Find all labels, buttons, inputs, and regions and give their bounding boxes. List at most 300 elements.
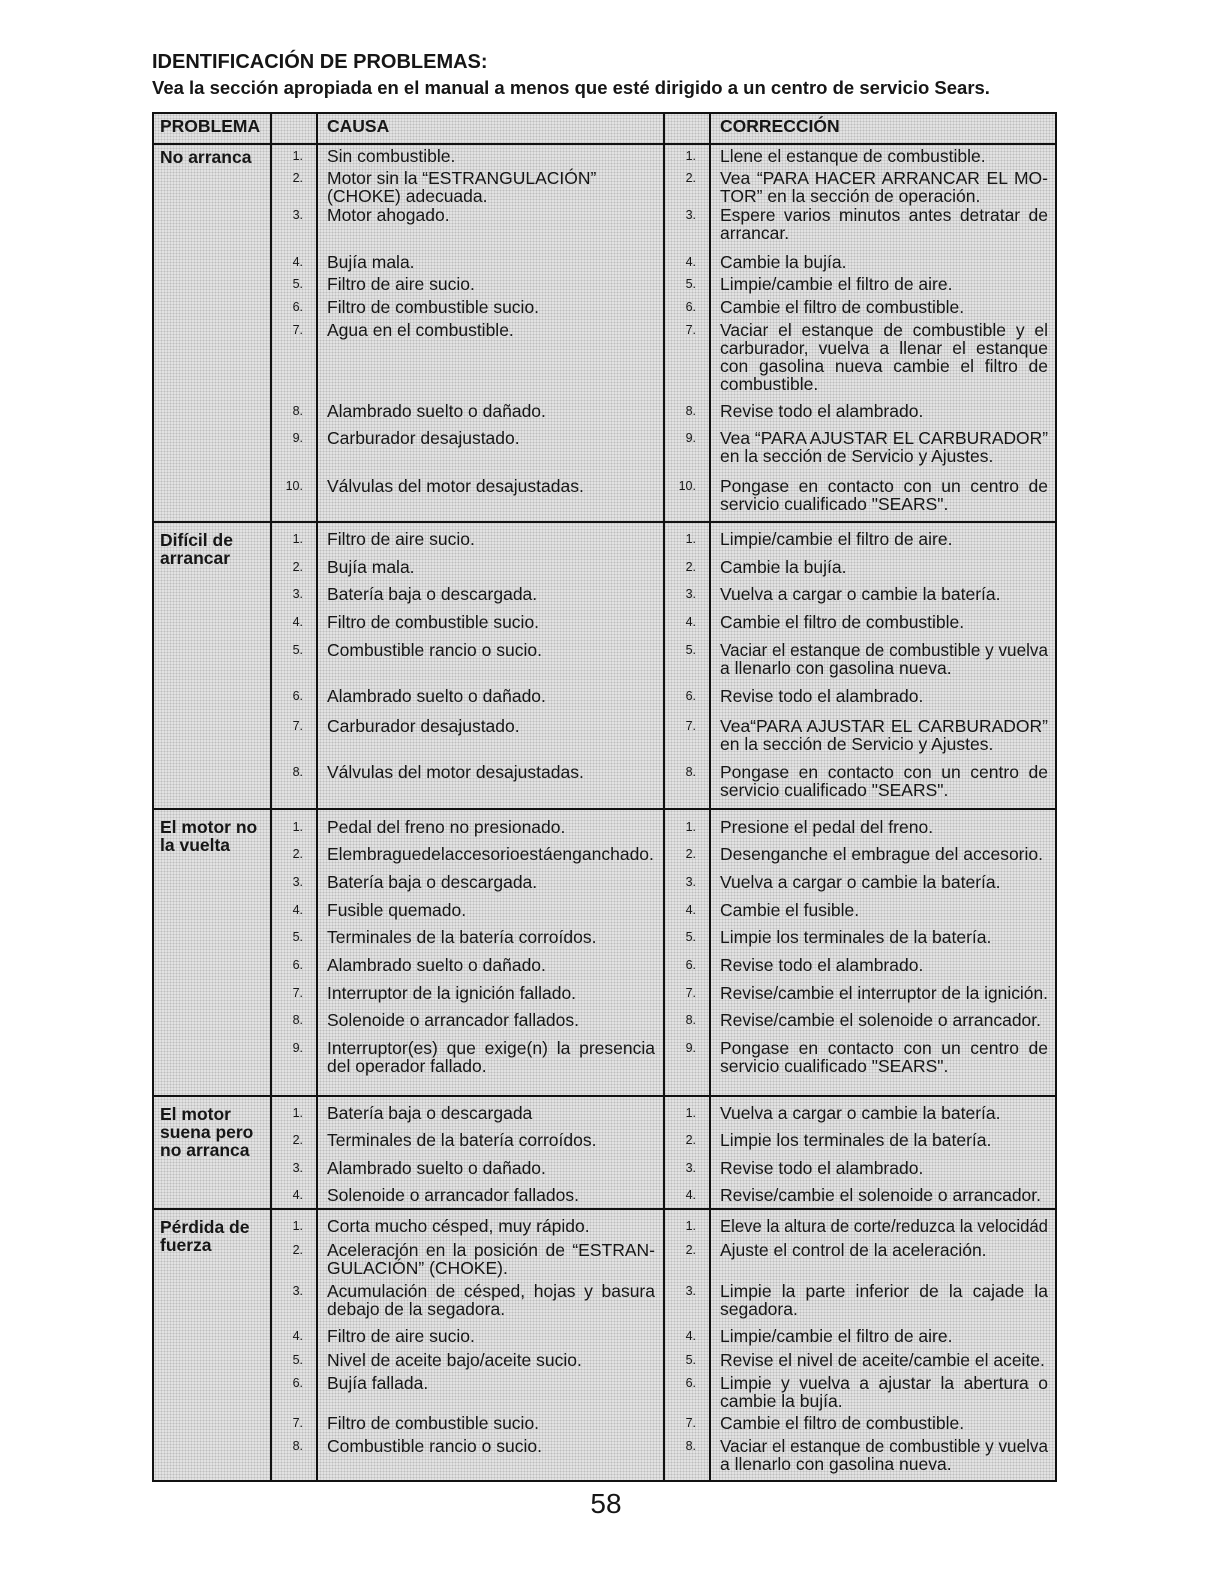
cause-line — [327, 1351, 655, 1369]
cause-line — [327, 206, 655, 224]
item-number: 2. — [292, 847, 303, 861]
item-number: 8. — [292, 765, 303, 779]
cause-text — [327, 321, 655, 339]
correction-line-text: Llene el estanque de combustible. — [720, 146, 986, 166]
correction-text — [720, 1414, 1048, 1432]
correction-line — [720, 1392, 1048, 1410]
cause-line — [327, 1414, 655, 1432]
correction-line — [720, 375, 1048, 393]
item-number: 2. — [292, 171, 303, 185]
item-number: 6. — [292, 300, 303, 314]
cause-line-text: Alambrado suelto o dañado. — [327, 955, 546, 975]
correction-line — [720, 1327, 1048, 1345]
item-number: 8. — [685, 765, 696, 779]
correction-line — [720, 1414, 1048, 1432]
correction-line-text: Limpie los terminales de la batería. — [720, 1130, 992, 1150]
correction-line — [720, 1011, 1048, 1029]
item-number: 2. — [292, 1243, 303, 1257]
cause-line — [327, 641, 655, 659]
cause-line — [327, 1159, 655, 1177]
item-number: 2. — [292, 560, 303, 574]
cause-line-text: Válvulas del motor desajustadas. — [327, 762, 584, 782]
correction-line-text: Cambie el filtro de combustible. — [720, 612, 965, 632]
correction-line-text: en la sección de Servicio y Ajustes. — [720, 734, 994, 754]
cause-text — [327, 402, 655, 420]
cause-line-text: Motor sin la “ESTRANGULACIÓN” — [327, 168, 597, 188]
correction-text — [720, 275, 1048, 293]
item-number: 6. — [685, 689, 696, 703]
cause-line-text: Fusible quemado. — [327, 900, 467, 920]
cause-line-text: Solenoide o arrancador fallados. — [327, 1185, 579, 1205]
cause-line-text: Combustible rancio o sucio. — [327, 1436, 542, 1456]
cause-line — [327, 477, 655, 495]
cause-text — [327, 477, 655, 495]
correction-line-text: Revise/cambie el interruptor de la ignición. — [720, 983, 1049, 1003]
item-number: 8. — [685, 1439, 696, 1453]
cause-text — [327, 1104, 655, 1122]
cause-text — [327, 613, 655, 631]
cause-line — [327, 530, 655, 548]
correction-line — [720, 1057, 1048, 1075]
correction-line-text: Limpie/cambie el filtro de aire. — [720, 1326, 953, 1346]
cause-line-text: Motor ahogado. — [327, 205, 450, 225]
cause-line-text: Batería baja o descargada. — [327, 584, 538, 604]
cause-line — [327, 818, 655, 836]
item-number: 3. — [292, 875, 303, 889]
correction-text — [720, 901, 1048, 919]
cause-line — [327, 1437, 655, 1455]
item-number: 4. — [292, 903, 303, 917]
correction-line-text: Cambie el fusible. — [720, 900, 860, 920]
cause-line-text: Corta mucho césped, muy rápido. — [327, 1216, 590, 1236]
cause-line-text: Batería baja o descargada. — [327, 872, 538, 892]
cause-line — [327, 1327, 655, 1345]
correction-text — [720, 1011, 1048, 1029]
item-number: 5. — [685, 1353, 696, 1367]
correction-text — [720, 530, 1048, 548]
item-number: 10. — [285, 479, 303, 493]
correction-line — [720, 1241, 1048, 1259]
cause-text — [327, 1437, 655, 1455]
item-number: 4. — [685, 903, 696, 917]
cause-text — [327, 1131, 655, 1149]
column-header-problem: PROBLEMA — [160, 116, 261, 136]
item-number: 6. — [292, 1376, 303, 1390]
correction-line-text: Limpie y vuelva a ajustar la abertura o — [720, 1373, 1048, 1393]
item-number: 9. — [685, 431, 696, 445]
cause-text — [327, 901, 655, 919]
correction-line — [720, 717, 1048, 735]
correction-line-text: segadora. — [720, 1299, 798, 1319]
cause-line-text: Terminales de la batería corroídos. — [327, 1130, 597, 1150]
correction-line-text: Vaciar el estanque de combustible y vuelva — [720, 640, 1048, 660]
cause-text — [327, 530, 655, 548]
correction-text — [720, 253, 1048, 271]
correction-line — [720, 1131, 1048, 1149]
correction-line — [720, 1437, 1048, 1455]
correction-text — [720, 321, 1048, 393]
correction-text — [720, 641, 1048, 677]
correction-line-text: Pongase en contacto con un centro de — [720, 1038, 1048, 1058]
cause-line-text: Aceleracjón en la posición de “ESTRAN- — [327, 1240, 655, 1260]
item-number: 10. — [678, 479, 696, 493]
cause-text — [327, 253, 655, 271]
correction-line-text: Cambie el filtro de combustible. — [720, 1413, 965, 1433]
correction-line-text: Limpie/cambie el filtro de aire. — [720, 529, 953, 549]
cause-line-text: Alambrado suelto o dañado. — [327, 1158, 546, 1178]
correction-line — [720, 253, 1048, 271]
correction-line — [720, 1455, 1048, 1473]
problem-label-line: fuerza — [160, 1235, 212, 1255]
correction-line — [720, 659, 1048, 677]
correction-text — [720, 429, 1048, 465]
cause-line-text: Bujía fallada. — [327, 1373, 429, 1393]
problem-label — [160, 1218, 266, 1254]
cause-line — [327, 1217, 655, 1235]
correction-text — [720, 1241, 1048, 1259]
cause-line-text: Combustible rancio o sucio. — [327, 640, 542, 660]
correction-text — [720, 1131, 1048, 1149]
item-number: 3. — [685, 1284, 696, 1298]
cause-line-text: GULACIÓN” (CHOKE). — [327, 1258, 508, 1278]
cause-text — [327, 275, 655, 293]
cause-line — [327, 845, 655, 863]
problem-label-line: suena pero — [160, 1122, 254, 1142]
problem-label-line: arrancar — [160, 548, 231, 568]
correction-text — [720, 1374, 1048, 1410]
cause-text — [327, 298, 655, 316]
cause-line — [327, 321, 655, 339]
correction-text — [720, 298, 1048, 316]
cause-line — [327, 1039, 655, 1057]
item-number: 5. — [685, 643, 696, 657]
item-number: 1. — [292, 820, 303, 834]
cause-line — [327, 169, 655, 187]
item-number: 8. — [292, 1013, 303, 1027]
correction-line-text: cambie la bujía. — [720, 1391, 843, 1411]
correction-line — [720, 429, 1048, 447]
cause-text — [327, 873, 655, 891]
correction-line-text: Ajuste el control de la aceleración. — [720, 1240, 987, 1260]
cause-line — [327, 187, 655, 205]
correction-line-text: Limpie/cambie el filtro de aire. — [720, 274, 953, 294]
correction-line-text: Revise/cambie el solenoide o arrancador. — [720, 1185, 1042, 1205]
item-number: 8. — [292, 404, 303, 418]
correction-line-text: Revise el nivel de aceite/cambie el aceite. — [720, 1350, 1045, 1370]
correction-text — [720, 402, 1048, 420]
correction-line-text: con gasolina nueva cambie el filtro de — [720, 356, 1048, 376]
correction-line — [720, 339, 1048, 357]
correction-line — [720, 818, 1048, 836]
cause-line — [327, 928, 655, 946]
cause-line-text: Acumulación de césped, hojas y basura — [327, 1281, 655, 1301]
item-number: 2. — [685, 847, 696, 861]
item-number: 3. — [292, 587, 303, 601]
item-number: 8. — [685, 1013, 696, 1027]
problem-label-line: El motor — [160, 1104, 231, 1124]
cause-line — [327, 298, 655, 316]
item-number: 4. — [292, 1188, 303, 1202]
correction-text — [720, 477, 1048, 513]
correction-text — [720, 1104, 1048, 1122]
item-number: 4. — [292, 615, 303, 629]
item-number: 9. — [685, 1041, 696, 1055]
correction-line-text: arrancar. — [720, 223, 790, 243]
correction-text — [720, 1217, 1048, 1235]
correction-text — [720, 1351, 1048, 1369]
correction-text — [720, 845, 1048, 863]
correction-line — [720, 956, 1048, 974]
correction-line-text: Vea “PARA HACER ARRANCAR EL MO- — [720, 168, 1048, 188]
item-number: 6. — [292, 689, 303, 703]
cause-line — [327, 402, 655, 420]
cause-line — [327, 585, 655, 603]
item-number: 1. — [685, 149, 696, 163]
item-number: 7. — [685, 986, 696, 1000]
cause-line — [327, 873, 655, 891]
cause-line-text: Alambrado suelto o dañado. — [327, 686, 546, 706]
cause-text — [327, 687, 655, 705]
problem-label-line: No arranca — [160, 147, 252, 167]
problem-label — [160, 818, 266, 854]
correction-line-text: Limpie la parte inferior de la cajade la — [720, 1281, 1048, 1301]
correction-line — [720, 147, 1048, 165]
column-header-correction: CORRECCIÓN — [720, 116, 840, 136]
cause-text — [327, 956, 655, 974]
cause-line-text: (CHOKE) adecuada. — [327, 186, 488, 206]
correction-line-text: Vea “PARA AJUSTAR EL CARBURADOR” — [720, 428, 1049, 448]
cause-text — [327, 558, 655, 576]
cause-line-text: Pedal del freno no presionado. — [327, 817, 566, 837]
item-number: 4. — [292, 255, 303, 269]
cause-text — [327, 429, 655, 447]
problem-label — [160, 1105, 266, 1159]
item-number: 1. — [685, 1219, 696, 1233]
cause-line-text: debajo de la segadora. — [327, 1299, 506, 1319]
item-number: 8. — [685, 404, 696, 418]
cause-line-text: Nivel de aceite bajo/aceite sucio. — [327, 1350, 582, 1370]
item-number: 6. — [292, 958, 303, 972]
correction-text — [720, 928, 1048, 946]
cause-line — [327, 1104, 655, 1122]
correction-line — [720, 298, 1048, 316]
item-number: 7. — [292, 986, 303, 1000]
correction-line — [720, 402, 1048, 420]
correction-line — [720, 447, 1048, 465]
item-number: 1. — [685, 532, 696, 546]
correction-line — [720, 275, 1048, 293]
correction-text — [720, 717, 1048, 753]
cause-text — [327, 641, 655, 659]
correction-line — [720, 845, 1048, 863]
item-number: 1. — [685, 1106, 696, 1120]
cause-line — [327, 253, 655, 271]
cause-line-text: Filtro de aire sucio. — [327, 529, 475, 549]
correction-line — [720, 687, 1048, 705]
correction-line-text: Pongase en contacto con un centro de — [720, 762, 1048, 782]
problem-label-line: la vuelta — [160, 835, 231, 855]
correction-text — [720, 1437, 1048, 1473]
correction-line — [720, 1351, 1048, 1369]
cause-line-text: Terminales de la batería corroídos. — [327, 927, 597, 947]
cause-line-text: Filtro de combustible sucio. — [327, 612, 540, 632]
correction-line-text: a llenarlo con gasolina nueva. — [720, 1454, 952, 1474]
correction-line — [720, 613, 1048, 631]
correction-line-text: Presione el pedal del freno. — [720, 817, 934, 837]
cause-line-text: Agua en el combustible. — [327, 320, 514, 340]
cause-text — [327, 1414, 655, 1432]
item-number: 3. — [685, 1161, 696, 1175]
problem-label-line: no arranca — [160, 1140, 250, 1160]
item-number: 3. — [292, 1284, 303, 1298]
cause-line-text: Filtro de aire sucio. — [327, 274, 475, 294]
item-number: 4. — [685, 1329, 696, 1343]
correction-line-text: Cambie la bujía. — [720, 557, 847, 577]
item-number: 7. — [685, 1416, 696, 1430]
cause-text — [327, 1186, 655, 1204]
cause-line — [327, 1186, 655, 1204]
cause-line-text: Carburador desajustado. — [327, 428, 520, 448]
cause-line — [327, 1011, 655, 1029]
correction-line — [720, 477, 1048, 495]
item-number: 6. — [685, 958, 696, 972]
correction-text — [720, 169, 1048, 205]
page-number: 58 — [590, 1488, 622, 1519]
item-number: 6. — [685, 300, 696, 314]
correction-line-text: Vuelva a cargar o cambie la batería. — [720, 584, 1001, 604]
correction-line-text: Pongase en contacto con un centro de — [720, 476, 1048, 496]
item-number: 7. — [685, 323, 696, 337]
cause-text — [327, 763, 655, 781]
cause-line — [327, 956, 655, 974]
correction-line-text: Cambie el filtro de combustible. — [720, 297, 965, 317]
column-header-cause: CAUSA — [327, 116, 390, 136]
correction-line — [720, 641, 1048, 659]
correction-line — [720, 1374, 1048, 1392]
cause-text — [327, 1011, 655, 1029]
cause-line — [327, 613, 655, 631]
correction-line — [720, 357, 1048, 375]
correction-line-text: Cambie la bujía. — [720, 252, 847, 272]
cause-text — [327, 984, 655, 1002]
cause-line — [327, 901, 655, 919]
item-number: 1. — [292, 1106, 303, 1120]
cause-line — [327, 984, 655, 1002]
problem-label-line: Pérdida de — [160, 1217, 250, 1237]
cause-text — [327, 147, 655, 165]
item-number: 3. — [292, 208, 303, 222]
cause-text — [327, 1282, 655, 1318]
cause-line-text: Bujía mala. — [327, 557, 415, 577]
correction-line-text: Revise todo el alambrado. — [720, 686, 924, 706]
problem-label — [160, 148, 266, 166]
correction-line — [720, 763, 1048, 781]
correction-line-text: Vaciar el estanque de combustible y vuelva — [720, 1436, 1048, 1456]
cause-text — [327, 585, 655, 603]
cause-line — [327, 429, 655, 447]
correction-line-text: Revise todo el alambrado. — [720, 955, 924, 975]
correction-text — [720, 818, 1048, 836]
page-title: IDENTIFICACIÓN DE PROBLEMAS: — [152, 51, 488, 73]
correction-line-text: Limpie los terminales de la batería. — [720, 927, 992, 947]
item-number: 1. — [292, 532, 303, 546]
item-number: 7. — [292, 1416, 303, 1430]
correction-text — [720, 206, 1048, 242]
item-number: 7. — [292, 323, 303, 337]
correction-line — [720, 1300, 1048, 1318]
correction-line — [720, 495, 1048, 513]
item-number: 3. — [685, 587, 696, 601]
cause-line-text: Válvulas del motor desajustadas. — [327, 476, 584, 496]
item-number: 4. — [685, 255, 696, 269]
correction-text — [720, 1282, 1048, 1318]
item-number: 2. — [685, 1133, 696, 1147]
cause-text — [327, 818, 655, 836]
correction-line-text: Vuelva a cargar o cambie la batería. — [720, 872, 1001, 892]
cause-line-text: Interruptor(es) que exige(n) la presencia — [327, 1038, 655, 1058]
cause-line-text: Solenoide o arrancador fallados. — [327, 1010, 579, 1030]
cause-line — [327, 1057, 655, 1075]
item-number: 2. — [685, 1243, 696, 1257]
correction-line — [720, 873, 1048, 891]
correction-line — [720, 321, 1048, 339]
cause-text — [327, 928, 655, 946]
correction-line-text: carburador, vuelva a llenar el estanque — [720, 338, 1048, 358]
correction-line-text: Eleve la altura de corte/reduzca la velocidád — [720, 1216, 1048, 1236]
correction-text — [720, 687, 1048, 705]
correction-line — [720, 928, 1048, 946]
correction-text — [720, 984, 1048, 1002]
correction-line-text: combustible. — [720, 374, 819, 394]
correction-line — [720, 1104, 1048, 1122]
correction-line — [720, 558, 1048, 576]
item-number: 7. — [292, 719, 303, 733]
correction-text — [720, 1327, 1048, 1345]
item-number: 9. — [292, 431, 303, 445]
item-number: 4. — [685, 1188, 696, 1202]
correction-text — [720, 558, 1048, 576]
item-number: 4. — [685, 615, 696, 629]
cause-line — [327, 1131, 655, 1149]
item-number: 7. — [685, 719, 696, 733]
cause-text — [327, 1159, 655, 1177]
correction-line — [720, 585, 1048, 603]
cause-text — [327, 1039, 655, 1075]
item-number: 2. — [292, 1133, 303, 1147]
correction-line-text: Vuelva a cargar o cambie la batería. — [720, 1103, 1001, 1123]
correction-line — [720, 984, 1048, 1002]
item-number: 5. — [292, 643, 303, 657]
problem-label — [160, 531, 266, 567]
page-subtitle: Vea la sección apropiada en el manual a menos que esté dirigido a un centro de servicio Sears. — [152, 77, 990, 98]
cause-line-text: Batería baja o descargada — [327, 1103, 533, 1123]
correction-line-text: servicio cualificado "SEARS". — [720, 1056, 949, 1076]
correction-line-text: servicio cualificado "SEARS". — [720, 780, 949, 800]
correction-text — [720, 873, 1048, 891]
cause-line — [327, 717, 655, 735]
cause-text — [327, 1217, 655, 1235]
cause-line-text: del operador fallado. — [327, 1056, 487, 1076]
cause-line-text: Elembraguedelaccesorioestáenganchado. — [327, 844, 654, 864]
item-number: 3. — [685, 208, 696, 222]
correction-line-text: Revise todo el alambrado. — [720, 1158, 924, 1178]
cause-line-text: Filtro de combustible sucio. — [327, 297, 540, 317]
item-number: 5. — [292, 1353, 303, 1367]
item-number: 5. — [292, 277, 303, 291]
correction-text — [720, 763, 1048, 799]
cause-text — [327, 1327, 655, 1345]
cause-text — [327, 717, 655, 735]
